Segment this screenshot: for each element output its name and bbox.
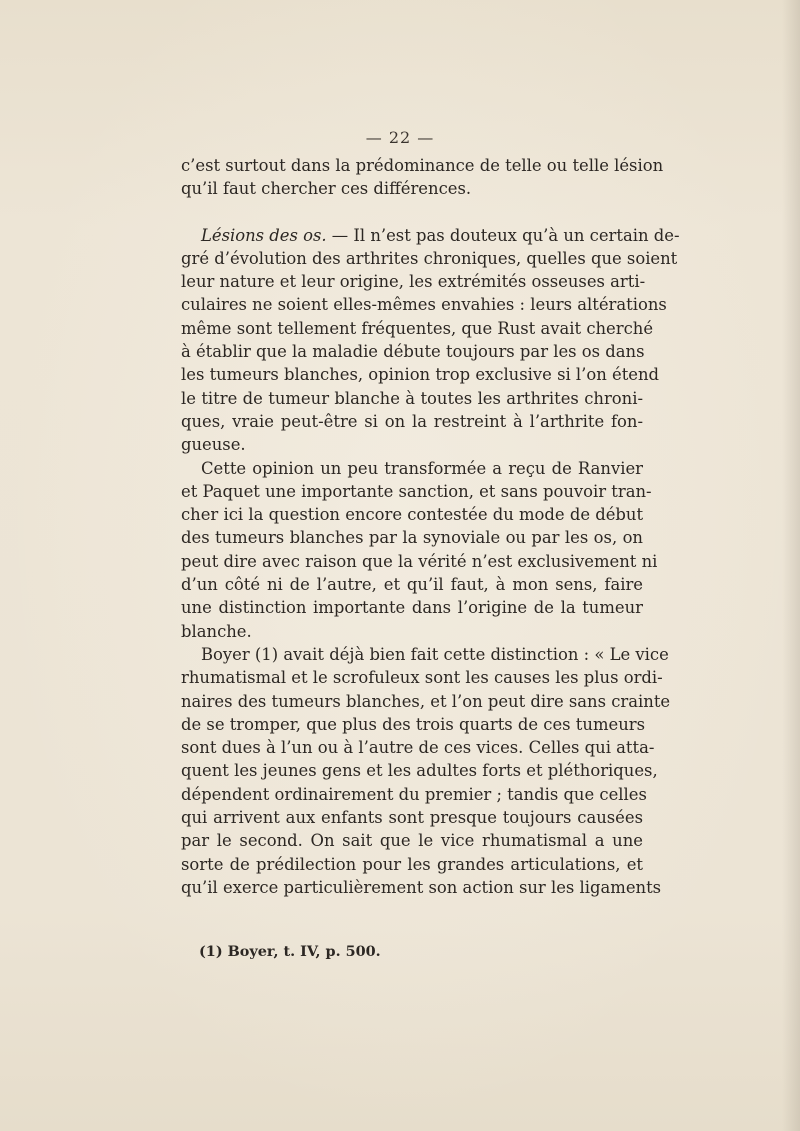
text-line: gueuse. bbox=[181, 435, 246, 455]
text-line: par le second. On sait que le vice rhumatismal a une bbox=[181, 831, 643, 851]
text-line: dépendent ordinairement du premier ; tandis que celles bbox=[181, 784, 647, 804]
text-line: culaires ne soient elles-mêmes envahies : leurs altérations bbox=[181, 295, 667, 315]
text-line: ques, vraie peut-être si on la restreint à l’arthrite fon- bbox=[181, 411, 643, 431]
text-line: le titre de tumeur blanche à toutes les arthrites chroni- bbox=[181, 388, 643, 408]
text-line: de se tromper, que plus des trois quarts de ces tumeurs bbox=[181, 714, 645, 734]
text-line: les tumeurs blanches, opinion trop exclusive si l’on étend bbox=[181, 365, 660, 385]
text-line-rest: — Il n’est pas douteux qu’à un certain de- bbox=[326, 225, 680, 245]
text-line: qu’il faut chercher ces différences. bbox=[181, 179, 472, 199]
text-line: sont dues à l’un ou à l’autre de ces vices. Celles qui atta- bbox=[181, 738, 655, 758]
text-line: leur nature et leur origine, les extrémités osseuses arti- bbox=[181, 272, 646, 292]
text-line: d’un côté ni de l’autre, et qu’il faut, à mon sens, faire bbox=[181, 575, 643, 595]
page-number: — 22 — bbox=[365, 128, 435, 147]
footnote: (1) Boyer, t. IV, p. 500. bbox=[199, 943, 381, 960]
text-line: Cette opinion un peu transformée a reçu de Ranvier bbox=[201, 458, 643, 478]
body-text bbox=[181, 154, 680, 899]
page-edge-shadow bbox=[782, 0, 800, 1131]
text-line: gré d’évolution des arthrites chroniques, quelles que soient bbox=[181, 248, 678, 268]
text-line: Boyer (1) avait déjà bien fait cette distinction : « Le vice bbox=[201, 644, 669, 664]
text-line: naires des tumeurs blanches, et l’on peut dire sans crainte bbox=[181, 691, 671, 711]
paragraph-gap bbox=[181, 201, 643, 224]
text-line: peut dire avec raison que la vérité n’est exclusivement ni bbox=[181, 551, 658, 571]
text-line: blanche. bbox=[181, 621, 252, 641]
text-line: et Paquet une importante sanction, et sans pouvoir tran- bbox=[181, 481, 652, 501]
text-line: cher ici la question encore contestée du mode de début bbox=[181, 505, 644, 525]
text-line: même sont tellement fréquentes, que Rust avait cherché bbox=[181, 318, 654, 338]
text-line: qu’il exerce particulièrement son action sur les ligaments bbox=[181, 877, 662, 897]
text-line: rhumatismal et le scrofuleux sont les causes les plus ordi- bbox=[181, 668, 663, 688]
text-line: sorte de prédilection pour les grandes articulations, et bbox=[181, 854, 643, 874]
text-line: une distinction importante dans l’origine de la tumeur bbox=[181, 598, 643, 618]
section-heading: Lésions des os. bbox=[201, 225, 327, 245]
text-line: des tumeurs blanches par la synoviale ou par les os, on bbox=[181, 528, 643, 548]
text-line: quent les jeunes gens et les adultes forts et pléthoriques, bbox=[181, 761, 658, 781]
text-line: qui arrivent aux enfants sont presque toujours causées bbox=[181, 808, 643, 828]
text-line bbox=[181, 224, 680, 247]
text-line: c’est surtout dans la prédominance de telle ou telle lésion bbox=[181, 156, 664, 175]
text-line: à établir que la maladie débute toujours par les os dans bbox=[181, 342, 645, 362]
